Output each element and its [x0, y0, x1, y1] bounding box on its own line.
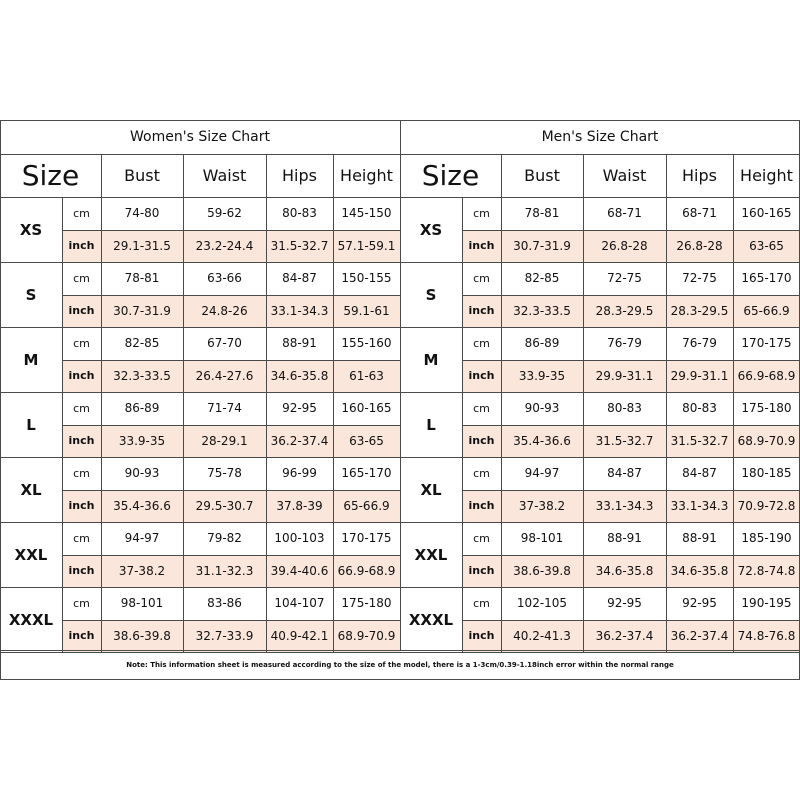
womens-height-inch-cell: 68.9-70.9	[337, 628, 396, 643]
womens-hips-inch-cell: 40.9-42.1	[270, 628, 329, 643]
womens-height-inch-cell: 66.9-68.9	[337, 563, 396, 578]
womens-waist-cm-cell: 75-78	[207, 466, 242, 481]
grid-line	[462, 230, 800, 231]
womens-height-cm-cell: 170-175	[341, 531, 392, 546]
mens-bust-inch-cell: 40.2-41.3	[513, 628, 571, 643]
womens-unit-inch: inch	[68, 239, 95, 253]
womens-chart-title: Women's Size Chart	[130, 129, 270, 145]
grid-line	[0, 457, 400, 458]
mens-hips-header: Hips	[682, 166, 717, 185]
mens-bust-cm-cell: 82-85	[524, 271, 560, 286]
mens-bust-cm-cell: 90-93	[524, 401, 560, 416]
womens-waist-inch-cell: 29.5-30.7	[195, 498, 254, 513]
womens-size-label: XS	[19, 220, 43, 239]
womens-height-inch-cell: 63-65	[349, 433, 384, 448]
mens-waist-inch-cell: 26.8-28	[601, 238, 648, 253]
mens-height-inch-cell: 65-66.9	[743, 303, 790, 318]
womens-waist-cm-cell: 67-70	[207, 336, 242, 351]
womens-bust-cm-cell: 90-93	[124, 466, 160, 481]
womens-bust-inch-cell: 30.7-31.9	[113, 303, 171, 318]
mens-size-label: XXL	[414, 545, 448, 564]
womens-bust-cm-cell: 86-89	[124, 401, 160, 416]
mens-unit-cm: cm	[473, 531, 490, 545]
womens-size-label: S	[25, 285, 37, 304]
mens-height-cm-cell: 175-180	[741, 401, 792, 416]
mens-waist-inch-cell: 31.5-32.7	[595, 433, 654, 448]
measurement-note: Note: This information sheet is measured according to the size of the model, there is a 1-3cm/0.39-1.18inch error within the normal range	[126, 661, 674, 669]
womens-unit-cm: cm	[73, 531, 90, 545]
grid-line	[400, 457, 800, 458]
womens-waist-inch-cell: 28-29.1	[201, 433, 248, 448]
womens-waist-inch-cell: 26.4-27.6	[195, 368, 254, 383]
mens-hips-cm-cell: 72-75	[682, 271, 717, 286]
grid-line	[0, 327, 400, 328]
womens-height-inch-cell: 65-66.9	[343, 498, 390, 513]
womens-hips-inch-cell: 33.1-34.3	[270, 303, 329, 318]
womens-height-inch-cell: 61-63	[349, 368, 384, 383]
mens-unit-inch: inch	[468, 499, 495, 513]
womens-unit-cm: cm	[73, 401, 90, 415]
womens-waist-cm-cell: 71-74	[207, 401, 242, 416]
womens-waist-inch-cell: 32.7-33.9	[195, 628, 254, 643]
womens-waist-cm-cell: 83-86	[207, 596, 242, 611]
mens-height-inch-cell: 68.9-70.9	[737, 433, 796, 448]
mens-unit-inch: inch	[468, 434, 495, 448]
mens-unit-inch: inch	[468, 564, 495, 578]
mens-bust-cm-cell: 102-105	[516, 596, 568, 611]
womens-waist-inch-cell: 24.8-26	[201, 303, 248, 318]
mens-height-inch-cell: 70.9-72.8	[737, 498, 796, 513]
womens-size-label: M	[23, 350, 39, 369]
mens-unit-inch: inch	[468, 629, 495, 643]
mens-unit-cm: cm	[473, 271, 490, 285]
mens-hips-cm-cell: 80-83	[682, 401, 717, 416]
mens-hips-inch-cell: 28.3-29.5	[670, 303, 729, 318]
mens-height-cm-cell: 190-195	[741, 596, 792, 611]
grid-line	[462, 425, 800, 426]
mens-waist-inch-cell: 28.3-29.5	[595, 303, 654, 318]
grid-line	[0, 120, 1, 680]
womens-unit-inch: inch	[68, 369, 95, 383]
mens-hips-cm-cell: 84-87	[682, 466, 717, 481]
grid-line	[400, 587, 800, 588]
mens-bust-inch-cell: 35.4-36.6	[513, 433, 571, 448]
womens-hips-inch-cell: 37.8-39	[276, 498, 323, 513]
womens-size-label: XXL	[14, 545, 48, 564]
grid-line	[0, 522, 400, 523]
womens-hips-cm-cell: 80-83	[282, 206, 317, 221]
mens-hips-cm-cell: 68-71	[682, 206, 717, 221]
grid-line	[62, 230, 400, 231]
mens-waist-cm-cell: 80-83	[607, 401, 642, 416]
womens-height-inch-cell: 59.1-61	[343, 303, 390, 318]
mens-hips-cm-cell: 92-95	[682, 596, 717, 611]
womens-hips-cm-cell: 104-107	[274, 596, 325, 611]
womens-size-label: XXXL	[8, 610, 54, 629]
mens-height-cm-cell: 160-165	[741, 206, 792, 221]
womens-waist-header: Waist	[202, 166, 247, 185]
womens-unit-inch: inch	[68, 564, 95, 578]
grid-line	[0, 392, 400, 393]
mens-hips-inch-cell: 33.1-34.3	[670, 498, 729, 513]
mens-waist-cm-cell: 68-71	[607, 206, 642, 221]
womens-bust-cm-cell: 82-85	[124, 336, 160, 351]
mens-bust-cm-cell: 94-97	[524, 466, 560, 481]
womens-unit-inch: inch	[68, 629, 95, 643]
grid-line	[462, 360, 800, 361]
mens-unit-cm: cm	[473, 466, 490, 480]
womens-height-cm-cell: 160-165	[341, 401, 392, 416]
womens-size-label: L	[26, 415, 36, 434]
mens-bust-inch-cell: 32.3-33.5	[513, 303, 571, 318]
grid-line	[62, 555, 400, 556]
mens-bust-cm-cell: 78-81	[524, 206, 560, 221]
womens-bust-cm-cell: 74-80	[124, 206, 160, 221]
womens-hips-cm-cell: 84-87	[282, 271, 317, 286]
mens-hips-inch-cell: 31.5-32.7	[670, 433, 729, 448]
mens-bust-header: Bust	[524, 166, 560, 185]
womens-waist-cm-cell: 59-62	[207, 206, 242, 221]
womens-hips-cm-cell: 92-95	[282, 401, 317, 416]
mens-unit-cm: cm	[473, 336, 490, 350]
mens-height-cm-cell: 165-170	[741, 271, 792, 286]
womens-hips-inch-cell: 34.6-35.8	[270, 368, 329, 383]
grid-line	[400, 327, 800, 328]
grid-line	[62, 360, 400, 361]
mens-height-inch-cell: 63-65	[749, 238, 784, 253]
womens-size-header: Size	[21, 159, 80, 192]
mens-unit-cm: cm	[473, 206, 490, 220]
womens-waist-cm-cell: 63-66	[207, 271, 242, 286]
womens-unit-inch: inch	[68, 499, 95, 513]
mens-bust-inch-cell: 30.7-31.9	[513, 238, 571, 253]
womens-bust-inch-cell: 32.3-33.5	[113, 368, 171, 383]
mens-size-label: S	[425, 285, 437, 304]
womens-bust-inch-cell: 35.4-36.6	[113, 498, 171, 513]
womens-unit-cm: cm	[73, 271, 90, 285]
womens-hips-cm-cell: 100-103	[274, 531, 325, 546]
mens-size-label: XL	[420, 480, 442, 499]
mens-unit-cm: cm	[473, 401, 490, 415]
womens-waist-inch-cell: 23.2-24.4	[195, 238, 254, 253]
womens-bust-inch-cell: 33.9-35	[118, 433, 166, 448]
mens-hips-inch-cell: 29.9-31.1	[670, 368, 729, 383]
womens-unit-cm: cm	[73, 206, 90, 220]
mens-waist-header: Waist	[602, 166, 647, 185]
mens-size-label: XS	[419, 220, 443, 239]
mens-size-label: L	[426, 415, 436, 434]
womens-hips-inch-cell: 39.4-40.6	[270, 563, 329, 578]
mens-waist-inch-cell: 29.9-31.1	[595, 368, 654, 383]
womens-height-cm-cell: 155-160	[341, 336, 392, 351]
mens-height-inch-cell: 66.9-68.9	[737, 368, 796, 383]
grid-line	[400, 522, 800, 523]
mens-bust-inch-cell: 38.6-39.8	[513, 563, 571, 578]
mens-height-cm-cell: 185-190	[741, 531, 792, 546]
mens-waist-cm-cell: 76-79	[607, 336, 642, 351]
mens-waist-cm-cell: 84-87	[607, 466, 642, 481]
grid-line	[62, 295, 400, 296]
mens-waist-cm-cell: 92-95	[607, 596, 642, 611]
grid-line	[0, 154, 400, 155]
mens-unit-cm: cm	[473, 596, 490, 610]
mens-unit-inch: inch	[468, 239, 495, 253]
grid-line	[400, 154, 800, 155]
mens-height-cm-cell: 180-185	[741, 466, 792, 481]
mens-bust-cm-cell: 86-89	[524, 336, 560, 351]
grid-line	[400, 120, 401, 650]
mens-height-inch-cell: 72.8-74.8	[737, 563, 796, 578]
grid-line	[462, 620, 800, 621]
mens-height-cm-cell: 170-175	[741, 336, 792, 351]
size-chart-sheet	[0, 120, 800, 680]
womens-height-cm-cell: 165-170	[341, 466, 392, 481]
mens-size-label: XXXL	[408, 610, 454, 629]
womens-height-cm-cell: 145-150	[341, 206, 392, 221]
mens-size-label: M	[423, 350, 439, 369]
womens-hips-header: Hips	[282, 166, 317, 185]
grid-line	[462, 490, 800, 491]
womens-hips-cm-cell: 88-91	[282, 336, 317, 351]
grid-line	[0, 587, 400, 588]
womens-bust-cm-cell: 98-101	[120, 596, 164, 611]
mens-unit-inch: inch	[468, 304, 495, 318]
grid-line	[462, 555, 800, 556]
womens-unit-cm: cm	[73, 596, 90, 610]
womens-bust-cm-cell: 94-97	[124, 531, 160, 546]
mens-waist-cm-cell: 88-91	[607, 531, 642, 546]
womens-bust-header: Bust	[124, 166, 160, 185]
womens-unit-cm: cm	[73, 336, 90, 350]
womens-height-cm-cell: 150-155	[341, 271, 392, 286]
grid-line	[462, 295, 800, 296]
womens-height-inch-cell: 57.1-59.1	[337, 238, 396, 253]
grid-line	[0, 197, 400, 198]
mens-waist-inch-cell: 34.6-35.8	[595, 563, 654, 578]
grid-line	[62, 490, 400, 491]
grid-line	[400, 392, 800, 393]
womens-bust-inch-cell: 37-38.2	[118, 563, 166, 578]
mens-waist-inch-cell: 33.1-34.3	[595, 498, 654, 513]
womens-bust-inch-cell: 38.6-39.8	[113, 628, 171, 643]
grid-line	[400, 197, 800, 198]
womens-size-label: XL	[20, 480, 42, 499]
mens-waist-inch-cell: 36.2-37.4	[595, 628, 654, 643]
womens-unit-inch: inch	[68, 434, 95, 448]
mens-chart-title: Men's Size Chart	[541, 129, 659, 145]
womens-hips-inch-cell: 31.5-32.7	[270, 238, 329, 253]
grid-line	[62, 425, 400, 426]
womens-bust-cm-cell: 78-81	[124, 271, 160, 286]
mens-hips-cm-cell: 88-91	[682, 531, 717, 546]
mens-bust-cm-cell: 98-101	[520, 531, 564, 546]
mens-size-header: Size	[421, 159, 480, 192]
womens-hips-inch-cell: 36.2-37.4	[270, 433, 329, 448]
mens-bust-inch-cell: 37-38.2	[518, 498, 566, 513]
mens-unit-inch: inch	[468, 369, 495, 383]
womens-unit-inch: inch	[68, 304, 95, 318]
womens-waist-inch-cell: 31.1-32.3	[195, 563, 254, 578]
mens-hips-inch-cell: 34.6-35.8	[670, 563, 729, 578]
mens-hips-cm-cell: 76-79	[682, 336, 717, 351]
womens-unit-cm: cm	[73, 466, 90, 480]
womens-waist-cm-cell: 79-82	[207, 531, 242, 546]
womens-bust-inch-cell: 29.1-31.5	[113, 238, 171, 253]
mens-waist-cm-cell: 72-75	[607, 271, 642, 286]
mens-height-inch-cell: 74.8-76.8	[737, 628, 796, 643]
womens-height-header: Height	[340, 166, 393, 185]
grid-line	[62, 620, 400, 621]
womens-hips-cm-cell: 96-99	[282, 466, 317, 481]
mens-hips-inch-cell: 26.8-28	[676, 238, 723, 253]
mens-hips-inch-cell: 36.2-37.4	[670, 628, 729, 643]
womens-height-cm-cell: 175-180	[341, 596, 392, 611]
grid-line	[0, 262, 400, 263]
mens-bust-inch-cell: 33.9-35	[518, 368, 566, 383]
mens-height-header: Height	[740, 166, 793, 185]
grid-line	[400, 262, 800, 263]
